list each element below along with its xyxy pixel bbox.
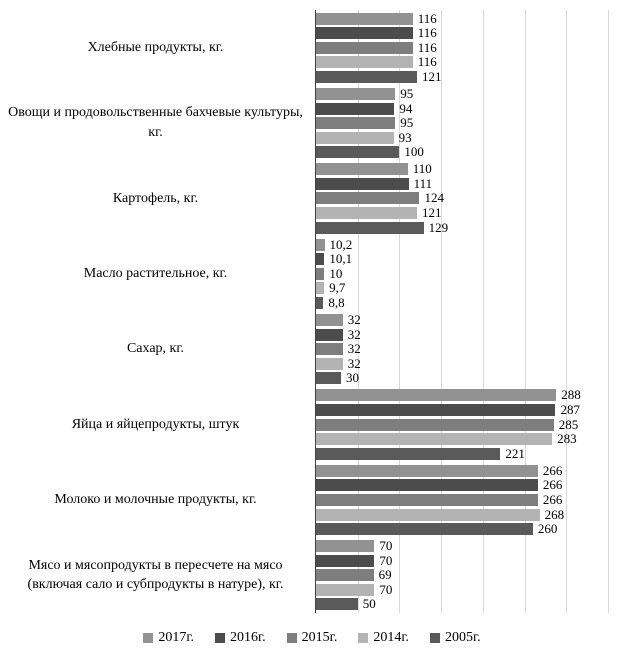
bar-row — [316, 479, 623, 491]
bar — [316, 282, 324, 294]
legend-item — [143, 630, 194, 646]
bar-row — [316, 85, 623, 101]
bar-row — [316, 27, 623, 39]
bar-value-label: 288 — [561, 387, 581, 403]
bar-row — [316, 68, 623, 84]
bar — [316, 540, 374, 552]
bar-row — [316, 100, 623, 116]
bar-value-label: 9,7 — [329, 280, 346, 296]
category-label: Масло растительное, кг. — [83, 266, 228, 282]
bar-value-label: 32 — [347, 326, 361, 342]
legend-swatch-icon — [430, 633, 440, 643]
bar-value-label: 221 — [505, 445, 525, 461]
bar — [316, 358, 343, 370]
bar — [316, 42, 413, 54]
bar-row — [316, 219, 623, 235]
bar-row — [316, 146, 623, 158]
bar — [316, 479, 538, 491]
bar-value-label: 266 — [542, 462, 563, 478]
legend-swatch-icon — [215, 633, 225, 643]
bar — [316, 465, 538, 477]
category-labels — [0, 10, 311, 613]
bar — [316, 178, 409, 190]
bar-row — [316, 314, 623, 326]
bar-value-label: 50 — [362, 596, 376, 612]
bar-row — [316, 433, 623, 445]
bar-value-label: 260 — [537, 521, 558, 537]
bar-value-label: 121 — [421, 68, 442, 84]
category-label: Картофель, кг. — [112, 190, 199, 206]
legend-swatch-icon — [143, 633, 153, 643]
bar-value-label: 116 — [417, 25, 437, 41]
bar — [316, 56, 413, 68]
bar-group — [316, 161, 623, 236]
legend-label: 2005г. — [445, 630, 481, 645]
bar-group — [316, 312, 623, 387]
bar — [316, 268, 324, 280]
bar — [316, 88, 395, 100]
category-label: Мясо и мясопродукты в пересчете на мясо (включая сало и субпродукты в натуре), кг. — [27, 557, 284, 593]
legend-label: 2014г. — [373, 630, 409, 645]
category-label: Хлебные продукты, кг. — [87, 39, 224, 55]
bar-value-label: 116 — [417, 10, 437, 26]
bar-value-label: 10,1 — [329, 251, 353, 267]
category-label: Сахар, кг. — [126, 341, 185, 357]
bar — [316, 146, 399, 158]
bar-value-label: 30 — [346, 370, 360, 386]
bar-row — [316, 294, 623, 310]
bar-row — [316, 491, 623, 507]
bar-value-label: 93 — [398, 129, 412, 145]
bar-value-label: 266 — [542, 491, 563, 507]
bar — [316, 297, 323, 309]
bar-value-label: 266 — [542, 477, 563, 493]
bar-row — [316, 129, 623, 145]
bar-row — [316, 389, 623, 401]
bar — [316, 523, 533, 535]
bar-value-label: 124 — [424, 190, 444, 206]
bar-value-label: 287 — [560, 402, 580, 417]
legend-label: 2016г. — [229, 630, 266, 645]
bar-value-label: 111 — [413, 175, 433, 191]
bar-row — [316, 540, 623, 552]
bar-row — [316, 343, 623, 355]
bar-row — [316, 117, 623, 129]
bar — [316, 253, 324, 265]
bar — [316, 117, 395, 129]
bar — [316, 509, 540, 521]
bar-group — [316, 387, 623, 462]
bar-value-label: 268 — [544, 506, 565, 522]
bar-row — [316, 282, 623, 294]
bar-value-label: 70 — [379, 538, 393, 554]
bar-row — [316, 163, 623, 175]
bar — [316, 448, 500, 460]
legend-item — [430, 630, 481, 646]
bar-group — [316, 236, 623, 311]
category-label: Молоко и молочные продукты, кг. — [54, 492, 257, 508]
bar — [316, 314, 343, 326]
bar — [316, 598, 358, 610]
bar-row — [316, 236, 623, 252]
bar — [316, 389, 556, 401]
bar-row — [316, 39, 623, 55]
bar-value-label: 121 — [421, 205, 442, 220]
bar-row — [316, 175, 623, 191]
bar-value-label: 10 — [329, 265, 343, 281]
bar-value-label: 8,8 — [328, 294, 345, 310]
bar — [316, 404, 555, 416]
bar-value-label: 116 — [417, 39, 437, 55]
bar-row — [316, 416, 623, 432]
bar-value-label: 95 — [400, 85, 414, 101]
bar-group — [316, 85, 623, 160]
bar-groups — [316, 10, 623, 613]
bar-value-label: 285 — [558, 416, 579, 432]
bar-row — [316, 569, 623, 581]
bar-value-label: 70 — [379, 581, 393, 597]
category-label: Овощи и продовольственные бахчевые культуры, кг. — [8, 105, 303, 141]
legend-item — [287, 630, 338, 646]
bar-value-label: 69 — [378, 567, 392, 583]
bar-row — [316, 265, 623, 281]
bar-group — [316, 538, 623, 613]
bar-value-label: 100 — [404, 144, 424, 160]
bar-row — [316, 207, 623, 219]
bar-value-label: 32 — [347, 312, 361, 328]
bar — [316, 103, 394, 115]
bar — [316, 584, 374, 596]
bar-row — [316, 372, 623, 384]
bar-row — [316, 445, 623, 461]
bar — [316, 222, 424, 234]
bar — [316, 132, 394, 144]
bar — [316, 433, 552, 445]
category-label: Яйца и яйцепродукты, штук — [71, 416, 240, 432]
bar-row — [316, 523, 623, 535]
bar-row — [316, 253, 623, 265]
bar-row — [316, 506, 623, 522]
bar-row — [316, 598, 623, 610]
bar-row — [316, 192, 623, 204]
bar — [316, 163, 408, 175]
bar-row — [316, 355, 623, 371]
bar-value-label: 32 — [347, 341, 361, 357]
bar — [316, 207, 417, 219]
legend-label: 2017г. — [158, 630, 194, 645]
bar-row — [316, 581, 623, 597]
legend — [0, 630, 624, 646]
bar-row — [316, 552, 623, 568]
bar-value-label: 94 — [399, 100, 413, 116]
bar-value-label: 110 — [412, 161, 432, 177]
legend-item — [358, 630, 409, 646]
bar-value-label: 283 — [557, 431, 577, 447]
bar — [316, 27, 413, 39]
bar-value-label: 32 — [347, 355, 361, 371]
legend-label: 2015г. — [301, 630, 338, 645]
bar-row — [316, 10, 623, 26]
bar-group — [316, 462, 623, 537]
legend-item — [215, 630, 266, 646]
legend-swatch-icon — [358, 633, 368, 643]
bar — [316, 555, 374, 567]
bar — [316, 71, 417, 83]
bar — [316, 372, 341, 384]
bar — [316, 419, 554, 431]
legend-swatch-icon — [287, 633, 297, 643]
bar — [316, 239, 325, 251]
bar — [316, 343, 343, 355]
bar-row — [316, 404, 623, 416]
bar-value-label: 95 — [400, 115, 414, 131]
bar-value-label: 10,2 — [329, 236, 353, 252]
bar-value-label: 70 — [379, 552, 393, 568]
bar-row — [316, 56, 623, 68]
bar-value-label: 129 — [428, 219, 449, 235]
bar-row — [316, 462, 623, 478]
bar — [316, 329, 343, 341]
bar-value-label: 116 — [417, 54, 437, 70]
bar-row — [316, 326, 623, 342]
bar — [316, 13, 413, 25]
bar — [316, 494, 538, 506]
bar — [316, 192, 419, 204]
bar — [316, 569, 374, 581]
bar-group — [316, 10, 623, 85]
